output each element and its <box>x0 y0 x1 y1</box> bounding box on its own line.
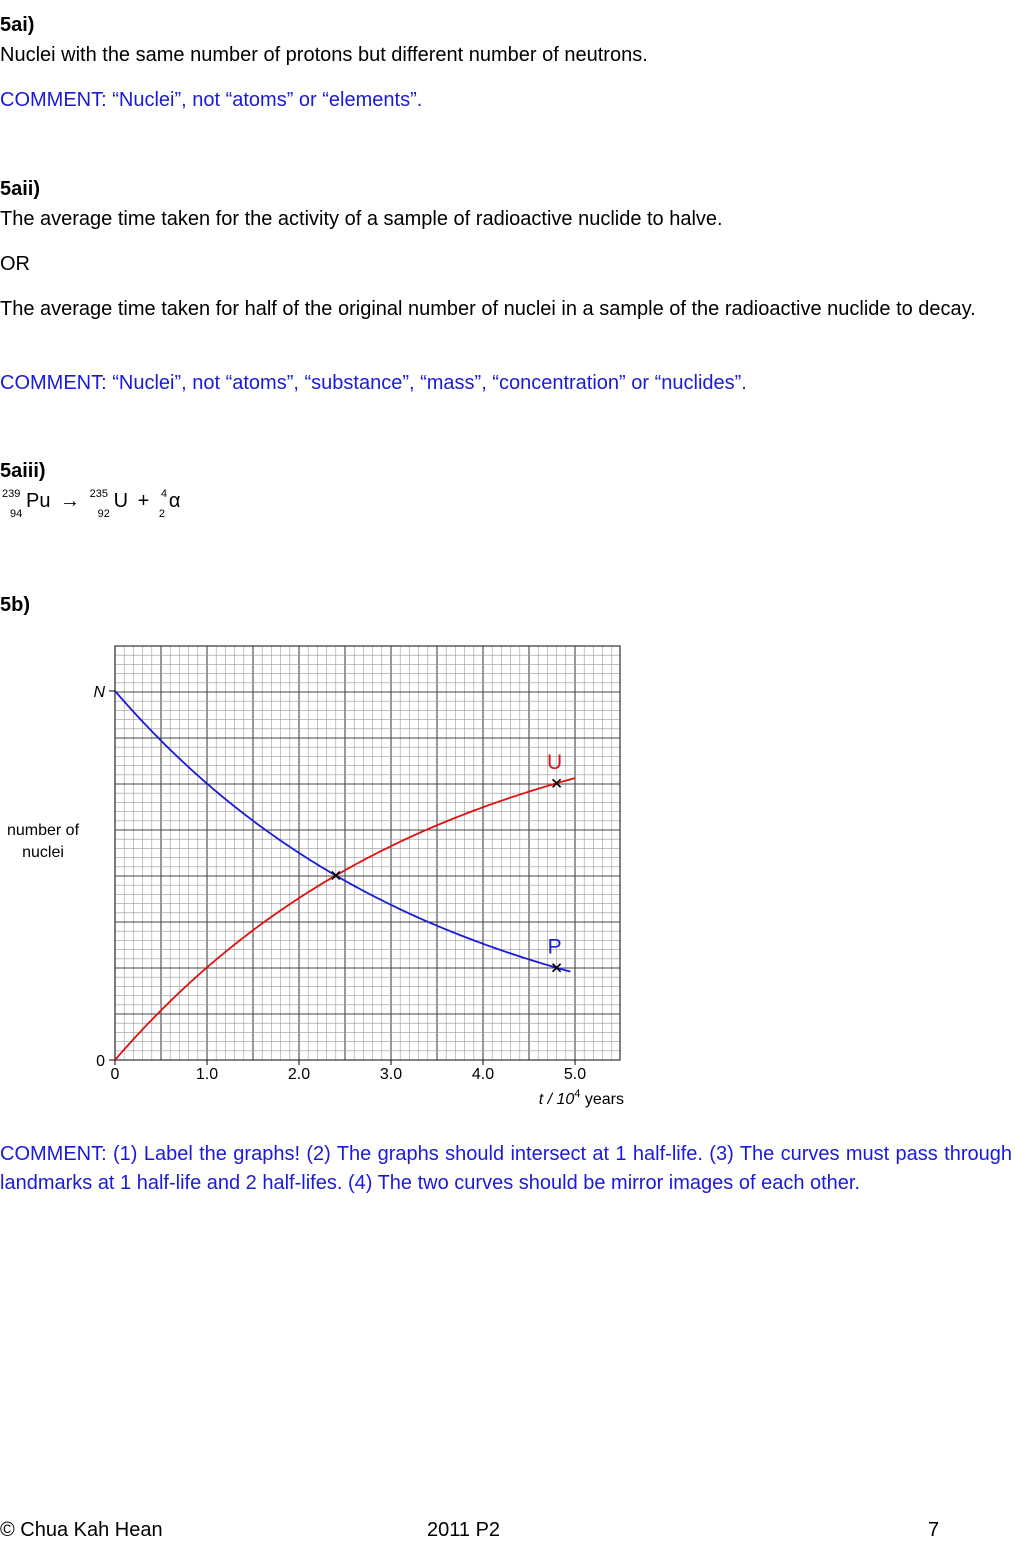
parent-symbol: Pu <box>26 490 51 512</box>
parent-atomic: 94 <box>10 508 23 520</box>
y-tick-label: 0 <box>96 1053 105 1070</box>
q5aii-answer1: The average time taken for the activity of a sample of radioactive nuclide to halve. <box>0 208 723 230</box>
footer-page-number: 7 <box>928 1519 940 1541</box>
x-tick-label: 3.0 <box>379 1066 403 1083</box>
decay-equation <box>2 488 181 520</box>
arrow-symbol: → <box>60 490 81 512</box>
q5ai-answer: Nuclei with the same number of protons but different number of neutrons. <box>0 44 648 66</box>
series-label-U: U <box>547 751 563 775</box>
q5aii-or: OR <box>0 253 30 275</box>
x-tick-label: 0 <box>110 1066 120 1083</box>
daughter-symbol: U <box>113 490 129 512</box>
q5b-comment: COMMENT: (1) Label the graphs! (2) The graphs should intersect at 1 half-life. (3) The curves must pass through landmarks at 1 half-life and 2 half-lifes. (4) The two curves should be mirror images of each other. <box>0 1143 1012 1194</box>
daughter-mass: 235 <box>89 488 108 500</box>
x-tick-label: 5.0 <box>563 1066 587 1083</box>
footer-copyright: © Chua Kah Hean <box>0 1519 163 1541</box>
plot-frame <box>115 646 620 1060</box>
q5aii-comment: COMMENT: “Nuclei”, not “atoms”, “substance”, “mass”, “concentration” or “nuclides”. <box>0 372 747 394</box>
x-tick-label: 2.0 <box>287 1066 311 1083</box>
alpha-atomic: 2 <box>158 508 165 520</box>
q5ai-comment: COMMENT: “Nuclei”, not “atoms” or “elements”. <box>0 89 423 111</box>
q5aii-heading: 5aii) <box>0 178 41 200</box>
y-axis-label-line2: nuclei <box>22 844 64 861</box>
nuclide-alpha <box>158 488 181 520</box>
q5ai-heading: 5ai) <box>0 14 35 36</box>
decay-graph <box>0 630 660 1120</box>
alpha-mass: 4 <box>160 488 167 500</box>
daughter-atomic: 92 <box>97 508 110 520</box>
x-axis-label: t / $10^4$ years <box>538 1088 624 1108</box>
q5aii-answer2: The average time taken for half of the original number of nuclei in a sample of the radioactive nuclide to decay. <box>0 298 976 320</box>
footer-paper: 2011 P2 <box>427 1519 501 1541</box>
y-tick-label: N <box>93 684 105 701</box>
chart-labels <box>7 684 624 1108</box>
q5b-heading: 5b) <box>0 594 30 616</box>
q5aiii-heading: 5aiii) <box>0 460 46 482</box>
nuclide-parent <box>2 488 51 520</box>
series-label-P: P <box>547 935 562 959</box>
y-axis-label-line1: number of <box>6 822 80 839</box>
series-P-curve <box>115 691 570 972</box>
x-tick-label: 1.0 <box>195 1066 219 1083</box>
chart-grid <box>115 646 620 1060</box>
parent-mass: 239 <box>2 488 21 500</box>
plus-symbol: + <box>137 490 150 512</box>
x-tick-label: 4.0 <box>471 1066 495 1083</box>
alpha-symbol: α <box>168 490 181 512</box>
nuclide-daughter <box>89 488 129 520</box>
